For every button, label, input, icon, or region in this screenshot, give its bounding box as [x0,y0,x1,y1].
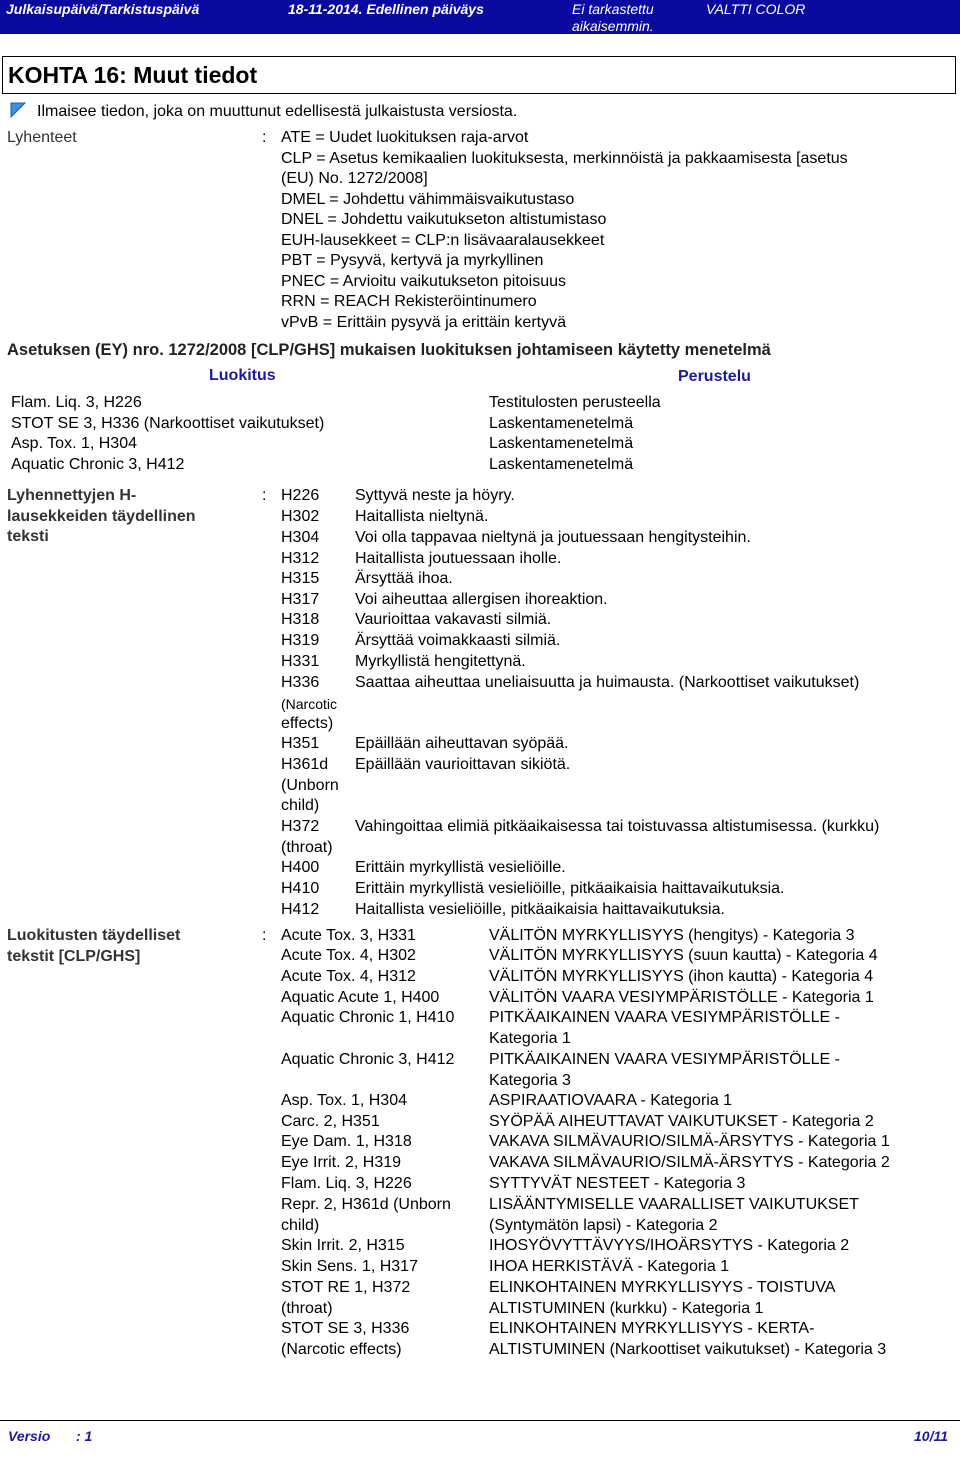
abbreviation-line: (EU) No. 1272/2008] [281,170,428,187]
classification-column-header: Luokitus [209,367,276,384]
abbreviation-line: vPvB = Erittäin pysyvä ja erittäin kertyvä [281,314,566,331]
h-text: Myrkyllistä hengitettynä. [355,653,526,670]
h-code: H412 [281,901,320,918]
h-text: Ärsyttää ihoa. [355,570,453,587]
classification-code: Aquatic Acute 1, H400 [281,989,440,1006]
h-code: H304 [281,529,320,546]
classification-texts-label-line: Luokitusten täydelliset [7,927,181,944]
classification-description: ELINKOHTAINEN MYRKYLLISYYS - TOISTUVA ALTISTUMINEN (kurkku) - Kategoria 1 [489,1279,836,1317]
release-date-label: Julkaisupäivä/Tarkistuspäivä [6,1,200,17]
abbreviation-line: EUH-lausekkeet = CLP:n lisävaaralausekkeet [281,232,605,249]
classification-code: Skin Sens. 1, H317 [281,1258,418,1275]
classification-code: Acute Tox. 4, H302 [281,947,416,964]
h-code: H319 [281,632,320,649]
h-text: Erittäin myrkyllistä vesieliöille, pitkäaikaisia haittavaikutuksia. [355,880,785,897]
h-statements-label-line: Lyhennettyjen H- [7,487,137,504]
classification-code: STOT SE 3, H336 (Narcotic effects) [281,1320,410,1358]
revision-note: Ilmaisee tiedon, joka on muuttunut edellisestä julkaistusta versiosta. [37,103,518,120]
classification-description: ASPIRAATIOVAARA - Kategoria 1 [489,1092,733,1109]
h-text: Voi aiheuttaa allergisen ihoreaktion. [355,591,608,608]
h-text: Syttyvä neste ja höyry. [355,487,515,504]
classification-code: Asp. Tox. 1, H304 [281,1092,407,1109]
h-statements-label-line: teksti [7,528,49,545]
date-info: 18-11-2014. Edellinen päiväys [288,1,484,17]
h-code: H336 (Narcotic effects) [281,674,338,732]
classification-description: VÄLITÖN MYRKYLLISYYS (ihon kautta) - Kategoria 4 [489,968,874,985]
h-code: H372 (throat) [281,818,333,856]
classification-description: IHOSYÖVYTTÄVYYS/IHOÄRSYTYS - Kategoria 2 [489,1237,850,1254]
classification-description: VAKAVA SILMÄVAURIO/SILMÄ-ÄRSYTYS - Kategoria 2 [489,1154,890,1171]
classification-description: VAKAVA SILMÄVAURIO/SILMÄ-ÄRSYTYS - Kategoria 1 [489,1133,890,1150]
product-name: VALTTI COLOR [706,1,806,17]
h-code: H331 [281,653,320,670]
classification-code: Aquatic Chronic 3, H412 [281,1051,455,1068]
abbreviation-line: CLP = Asetus kemikaalien luokituksesta, merkinnöistä ja pakkaamisesta [asetus [281,150,848,167]
version-value: : 1 [76,1428,93,1444]
justification-cell: Laskentamenetelmä [489,456,634,473]
h-code: H361d (Unborn child) [281,756,339,814]
classification-code: Skin Irrit. 2, H315 [281,1237,405,1254]
abbreviation-line: PNEC = Arvioitu vaikutukseton pitoisuus [281,273,567,290]
abbreviations-colon: : [262,129,267,146]
h-text: Epäillään aiheuttavan syöpää. [355,735,569,752]
classification-code: Carc. 2, H351 [281,1113,380,1130]
h-text: Saattaa aiheuttaa uneliaisuutta ja huimausta. (Narkoottiset vaikutukset) [355,674,860,691]
version-label: Versio [8,1428,51,1444]
classification-description: VÄLITÖN MYRKYLLISYYS (hengitys) - Kategoria 3 [489,927,855,944]
abbreviation-line: RRN = REACH Rekisteröintinumero [281,293,537,310]
justification-column-header: Perustelu [678,368,751,385]
justification-cell: Testitulosten perusteella [489,394,661,411]
h-text: Haitallista joutuessaan iholle. [355,550,562,567]
classification-description: LISÄÄNTYMISELLE VAARALLISET VAIKUTUKSET (Syntymätön lapsi) - Kategoria 2 [489,1196,859,1234]
classification-texts-label-line: tekstit [CLP/GHS] [7,947,141,965]
h-text: Voi olla tappavaa nieltynä ja joutuessaan hengitysteihin. [355,529,751,546]
method-heading: Asetuksen (EY) nro. 1272/2008 [CLP/GHS] mukaisen luokituksen johtamiseen käytetty menetelmä [7,341,771,359]
h-text: Haitallista nieltynä. [355,508,489,525]
abbreviation-line: PBT = Pysyvä, kertyvä ja myrkyllinen [281,252,544,269]
h-text: Vahingoittaa elimiä pitkäaikaisessa tai toistuvassa altistumisessa. (kurkku) [355,818,880,835]
h-statements-label [7,486,196,548]
classification-description: PITKÄAIKAINEN VAARA VESIYMPÄRISTÖLLE - Kategoria 1 [489,1009,840,1047]
classification-code: Eye Dam. 1, H318 [281,1133,412,1150]
h-code: H410 [281,880,320,897]
classification-code: Eye Irrit. 2, H319 [281,1154,402,1171]
h-code: H312 [281,550,320,567]
classification-texts-label [7,926,180,967]
abbreviation-line: ATE = Uudet luokituksen raja-arvot [281,129,529,146]
h-code: H351 [281,735,320,752]
classification-description: PITKÄAIKAINEN VAARA VESIYMPÄRISTÖLLE - Kategoria 3 [489,1051,840,1089]
classification-description: ELINKOHTAINEN MYRKYLLISYYS - KERTA- ALTISTUMINEN (Narkoottiset vaikutukset) - Kategoria 3 [489,1320,887,1358]
h-code: H400 [281,859,320,876]
h-text: Epäillään vaurioittavan sikiötä. [355,756,571,773]
section-title-box [2,56,956,94]
classification-texts-colon: : [262,927,267,944]
h-code: H317 [281,591,320,608]
h-code: H318 [281,611,320,628]
h-statements-colon: : [262,487,267,504]
classification-code: Aquatic Chronic 1, H410 [281,1009,455,1026]
classification-cell: Asp. Tox. 1, H304 [11,435,137,452]
classification-description: SYÖPÄÄ AIHEUTTAVAT VAIKUTUKSET - Kategoria 2 [489,1113,874,1130]
not-checked-note: Ei tarkastettu aikaisemmin. [572,1,654,34]
classification-code: Acute Tox. 4, H312 [281,968,416,985]
h-code: H302 [281,508,320,525]
page-number: 10/11 [914,1428,948,1444]
classification-cell: STOT SE 3, H336 (Narkoottiset vaikutukset) [11,415,325,432]
h-text: Haitallista vesieliöille, pitkäaikaisia haittavaikutuksia. [355,901,725,918]
abbreviations-label: Lyhenteet [7,129,77,146]
h-text: Ärsyttää voimakkaasti silmiä. [355,632,561,649]
h-text: Erittäin myrkyllistä vesieliöille. [355,859,566,876]
section-title: KOHTA 16: Muut tiedot [8,62,258,88]
h-code: H315 [281,570,320,587]
classification-description: VÄLITÖN VAARA VESIYMPÄRISTÖLLE - Kategoria 1 [489,989,874,1006]
classification-description: SYTTYVÄT NESTEET - Kategoria 3 [489,1175,746,1192]
classification-description: IHOA HERKISTÄVÄ - Kategoria 1 [489,1258,730,1275]
abbreviation-line: DMEL = Johdettu vähimmäisvaikutustaso [281,191,575,208]
justification-cell: Laskentamenetelmä [489,415,634,432]
classification-description: VÄLITÖN MYRKYLLISYYS (suun kautta) - Kategoria 4 [489,947,878,964]
justification-cell: Laskentamenetelmä [489,435,634,452]
classification-code: Acute Tox. 3, H331 [281,927,416,944]
h-text: Vaurioittaa vakavasti silmiä. [355,611,552,628]
document-header-bar [0,0,960,34]
classification-cell: Flam. Liq. 3, H226 [11,394,142,411]
footer-divider [0,1420,960,1421]
abbreviation-line: DNEL = Johdettu vaikutukseton altistumistaso [281,211,607,228]
classification-code: STOT RE 1, H372 (throat) [281,1279,411,1317]
classification-code: Repr. 2, H361d (Unborn child) [281,1196,451,1234]
h-code: H226 [281,487,320,504]
classification-code: Flam. Liq. 3, H226 [281,1175,412,1192]
h-statements-label-line: lausekkeiden täydellinen [7,507,196,525]
revision-marker-icon [10,102,26,118]
classification-cell: Aquatic Chronic 3, H412 [11,456,185,473]
